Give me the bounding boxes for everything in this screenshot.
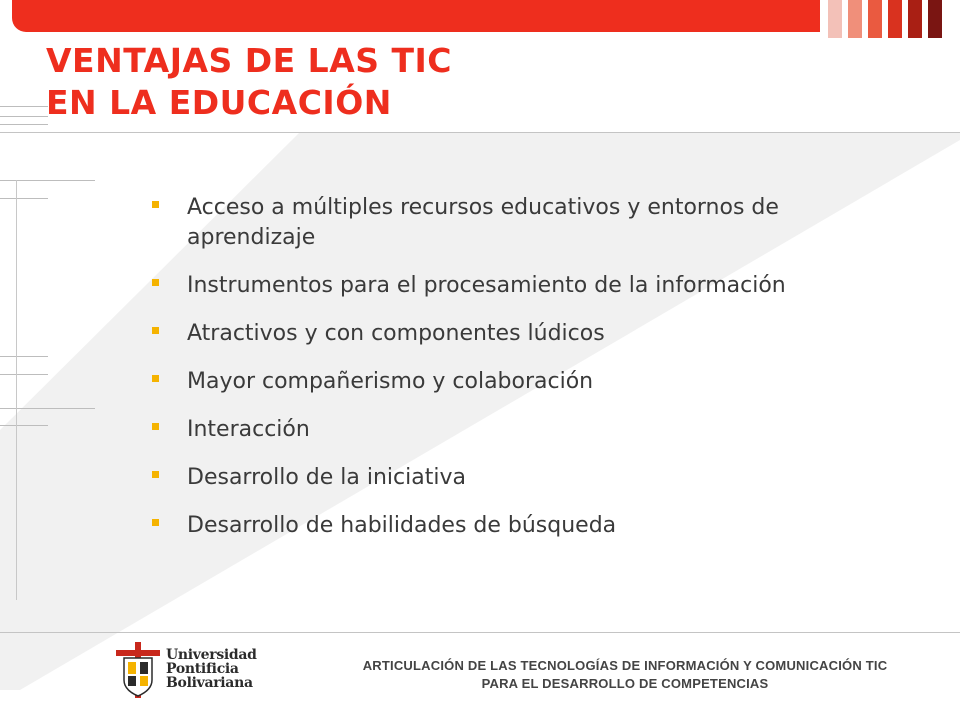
logo-wordmark — [166, 648, 257, 690]
logo-line-3: Bolivariana — [166, 675, 253, 691]
header-stripe — [928, 0, 942, 38]
footer-caption — [300, 657, 950, 693]
square-bullet-icon — [152, 327, 159, 334]
guide-line — [0, 180, 95, 181]
list-item — [150, 415, 890, 445]
list-item-text: Desarrollo de habilidades de búsqueda — [187, 513, 617, 538]
square-bullet-icon — [152, 375, 159, 382]
footer-divider — [0, 632, 960, 633]
slide-title — [46, 40, 452, 124]
header-stripe — [888, 0, 902, 38]
square-bullet-icon — [152, 279, 159, 286]
list-item-text: Desarrollo de la iniciativa — [187, 465, 466, 490]
university-logo — [116, 642, 262, 698]
logo-line-2: Pontificia — [166, 661, 239, 677]
list-item — [150, 319, 890, 349]
guide-line — [16, 180, 17, 600]
guide-line — [0, 408, 95, 409]
header-stripe — [848, 0, 862, 38]
top-banner — [12, 0, 820, 32]
title-line-1: VENTAJAS DE LAS TIC — [46, 41, 453, 80]
list-item-text: Acceso a múltiples recursos educativos y entornos de aprendizaje — [187, 195, 779, 250]
header-stripe — [828, 0, 842, 38]
square-bullet-icon — [152, 471, 159, 478]
shield-icon — [116, 642, 160, 698]
logo-line-1: Universidad — [166, 647, 257, 663]
footer-line-2: PARA EL DESARROLLO DE COMPETENCIAS — [481, 676, 769, 691]
guide-line — [0, 106, 48, 107]
guide-line — [0, 124, 48, 125]
square-bullet-icon — [152, 519, 159, 526]
square-bullet-icon — [152, 423, 159, 430]
guide-line — [0, 425, 48, 426]
list-item — [150, 367, 890, 397]
guide-line — [0, 356, 48, 357]
title-line-2: EN LA EDUCACIÓN — [46, 83, 392, 122]
list-item — [150, 511, 890, 541]
list-item-text: Instrumentos para el procesamiento de la información — [187, 273, 786, 298]
guide-line — [0, 374, 48, 375]
list-item-text: Atractivos y con componentes lúdicos — [187, 321, 605, 346]
bullet-list — [150, 193, 890, 559]
square-bullet-icon — [152, 201, 159, 208]
header-stripe — [868, 0, 882, 38]
list-item-text: Mayor compañerismo y colaboración — [187, 369, 594, 394]
list-item — [150, 271, 890, 301]
list-item — [150, 193, 890, 253]
list-item — [150, 463, 890, 493]
guide-line — [0, 198, 48, 199]
footer-line-1: ARTICULACIÓN DE LAS TECNOLOGÍAS DE INFORMACIÓN Y COMUNICACIÓN TIC — [362, 658, 888, 673]
list-item-text: Interacción — [187, 417, 310, 442]
guide-line — [0, 116, 48, 117]
header-stripe — [908, 0, 922, 38]
title-divider — [0, 132, 960, 133]
